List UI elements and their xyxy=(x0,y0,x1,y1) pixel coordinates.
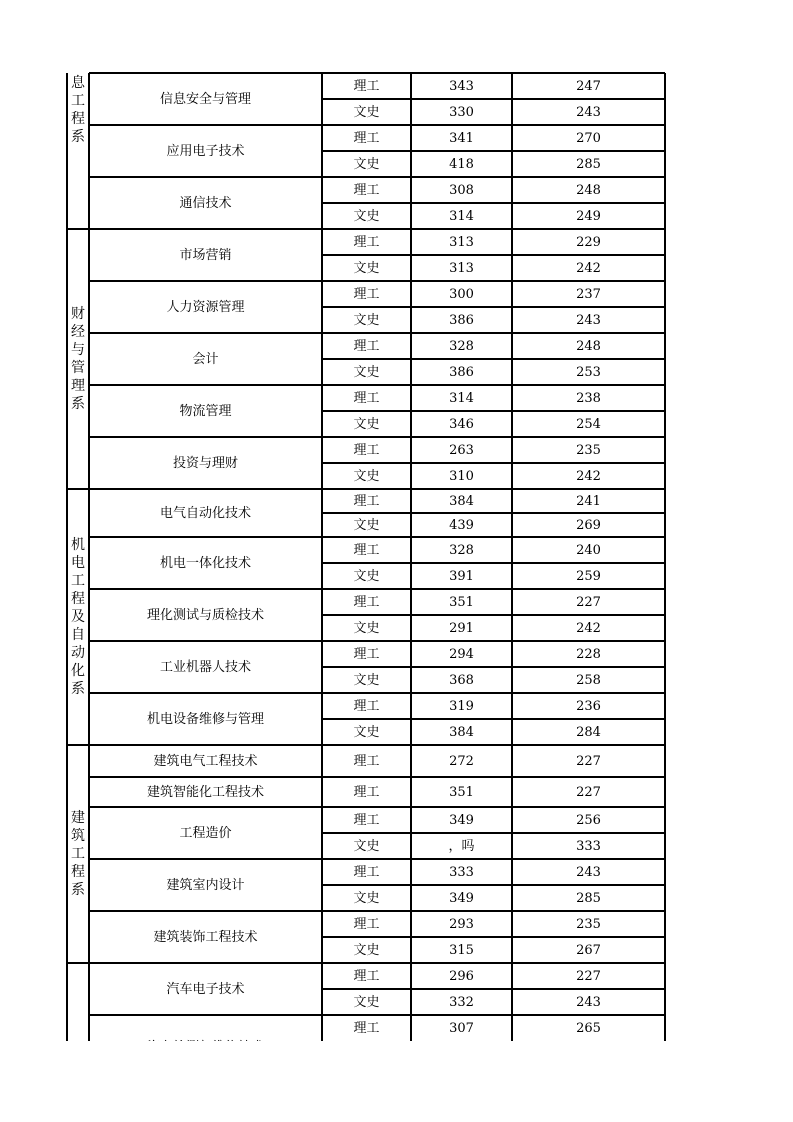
table-rule xyxy=(322,488,665,490)
subject-type-cell: 文史 xyxy=(353,208,380,224)
table-rule xyxy=(322,988,665,990)
table-rule xyxy=(89,280,322,282)
max-score-cell: 328 xyxy=(449,542,474,558)
subject-type-cell: 理工 xyxy=(353,968,380,984)
max-score-cell: 272 xyxy=(449,753,474,769)
department-char: 工 xyxy=(71,573,85,589)
table-rule xyxy=(322,228,665,230)
department-cell xyxy=(67,489,89,745)
subject-type-cell: 理工 xyxy=(353,916,380,932)
table-rule xyxy=(88,73,90,1041)
major-name: 应用电子技术 xyxy=(166,143,245,159)
subject-type-cell: 文史 xyxy=(353,724,380,740)
table-rule xyxy=(89,744,322,746)
table-rule xyxy=(89,692,322,694)
min-score-cell: 267 xyxy=(576,942,601,958)
subject-type-cell: 文史 xyxy=(353,942,380,958)
min-score-cell: 270 xyxy=(576,130,601,146)
max-score-cell: 319 xyxy=(449,698,474,714)
max-score-cell: 328 xyxy=(449,338,474,354)
min-score-cell: 243 xyxy=(576,312,601,328)
subject-type-cell: 理工 xyxy=(353,542,380,558)
table-rule xyxy=(322,806,665,808)
min-score-cell: 238 xyxy=(576,390,601,406)
department-char: 自 xyxy=(71,627,85,643)
max-score-cell: 343 xyxy=(449,78,474,94)
department-char: 程 xyxy=(71,591,85,607)
major-name: 建筑装饰工程技术 xyxy=(153,929,258,945)
major-name: 会计 xyxy=(192,351,219,367)
table-rule xyxy=(89,962,322,964)
major-name: 建筑电气工程技术 xyxy=(153,753,258,769)
table-rule xyxy=(322,410,665,412)
department-char: 系 xyxy=(71,396,85,412)
min-score-cell: 259 xyxy=(576,568,601,584)
table-rule xyxy=(322,614,665,616)
subject-type-cell: 文史 xyxy=(353,994,380,1010)
subject-type-cell: 文史 xyxy=(353,156,380,172)
min-score-cell: 285 xyxy=(576,890,601,906)
table-rule xyxy=(322,98,665,100)
table-rule xyxy=(410,73,412,1041)
department-char: 化 xyxy=(71,663,85,679)
max-score-cell: 386 xyxy=(449,312,474,328)
department-cell xyxy=(67,73,89,229)
subject-type-cell: 理工 xyxy=(353,78,380,94)
min-score-cell: 265 xyxy=(576,1020,601,1036)
major-name: 建筑室内设计 xyxy=(166,877,245,893)
department-char: 电 xyxy=(71,555,85,571)
max-score-cell: 294 xyxy=(449,646,474,662)
table-rule xyxy=(322,936,665,938)
min-score-cell: 237 xyxy=(576,286,601,302)
max-score-cell: 349 xyxy=(449,890,474,906)
table-rule xyxy=(89,72,665,74)
table-rule xyxy=(322,640,665,642)
max-score-cell: 346 xyxy=(449,416,474,432)
table-rule xyxy=(322,910,665,912)
max-score-cell: 349 xyxy=(449,812,474,828)
table-rule xyxy=(89,436,322,438)
min-score-cell: 242 xyxy=(576,620,601,636)
max-score-cell: 332 xyxy=(449,994,474,1010)
major-name: 市场营销 xyxy=(179,247,232,263)
department-char: 建 xyxy=(71,810,85,826)
major-name: 理化测试与质检技术 xyxy=(146,607,264,623)
table-rule xyxy=(322,858,665,860)
table-rule xyxy=(322,832,665,834)
table-rule xyxy=(322,254,665,256)
table-rule xyxy=(89,910,322,912)
table-rule xyxy=(322,884,665,886)
subject-type-cell: 理工 xyxy=(353,784,380,800)
min-score-cell: 249 xyxy=(576,208,601,224)
major-name: 信息安全与管理 xyxy=(159,91,251,107)
min-score-cell: 248 xyxy=(576,182,601,198)
subject-type-cell: 文史 xyxy=(353,416,380,432)
table-rule xyxy=(89,588,322,590)
department-cell xyxy=(67,745,89,963)
department-char: 与 xyxy=(71,342,85,358)
subject-type-cell: 理工 xyxy=(353,1020,380,1036)
table-rule xyxy=(511,73,513,1041)
subject-type-cell: 理工 xyxy=(353,130,380,146)
max-score-cell: 296 xyxy=(449,968,474,984)
department-char: 系 xyxy=(71,882,85,898)
table-rule xyxy=(322,462,665,464)
table-rule xyxy=(89,176,322,178)
subject-type-cell: 理工 xyxy=(353,286,380,302)
min-score-cell: 227 xyxy=(576,594,601,610)
max-score-cell: 368 xyxy=(449,672,474,688)
subject-type-cell: 理工 xyxy=(353,812,380,828)
max-score-cell: 313 xyxy=(449,234,474,250)
subject-type-cell: 文史 xyxy=(353,468,380,484)
subject-type-cell: 文史 xyxy=(353,364,380,380)
table-rule xyxy=(322,744,665,746)
table-rule xyxy=(89,806,322,808)
department-char: 程 xyxy=(71,111,85,127)
max-score-cell: 314 xyxy=(449,208,474,224)
table-rule xyxy=(66,73,68,1041)
max-score-cell: 351 xyxy=(449,594,474,610)
major-name: 通信技术 xyxy=(179,195,232,211)
table-rule xyxy=(89,124,322,126)
major-name: 建筑智能化工程技术 xyxy=(146,784,264,800)
subject-type-cell: 理工 xyxy=(353,234,380,250)
subject-type-cell: 理工 xyxy=(353,864,380,880)
table-rule xyxy=(67,228,89,230)
min-score-cell: 269 xyxy=(576,517,601,533)
min-score-cell: 227 xyxy=(576,784,601,800)
subject-type-cell: 理工 xyxy=(353,338,380,354)
max-score-cell: 313 xyxy=(449,260,474,276)
table-rule xyxy=(89,858,322,860)
subject-type-cell: 文史 xyxy=(353,517,380,533)
max-score-cell: 308 xyxy=(449,182,474,198)
max-score-cell: 384 xyxy=(449,493,474,509)
table-rule xyxy=(322,718,665,720)
subject-type-cell: 理工 xyxy=(353,594,380,610)
major-name: 投资与理财 xyxy=(172,455,238,471)
max-score-cell: 439 xyxy=(449,517,474,533)
department-char: 及 xyxy=(71,609,85,625)
major-name: 工业机器人技术 xyxy=(159,659,251,675)
min-score-cell: 228 xyxy=(576,646,601,662)
table-rule xyxy=(89,776,322,778)
table-rule xyxy=(322,692,665,694)
max-score-cell: 341 xyxy=(449,130,474,146)
table-rule xyxy=(322,436,665,438)
subject-type-cell: 文史 xyxy=(353,260,380,276)
min-score-cell: 242 xyxy=(576,260,601,276)
min-score-cell: 241 xyxy=(576,493,601,509)
min-score-cell: 333 xyxy=(576,838,601,854)
table-rule xyxy=(322,280,665,282)
max-score-cell: 263 xyxy=(449,442,474,458)
major-name xyxy=(89,1015,322,1041)
table-rule xyxy=(322,332,665,334)
table-rule xyxy=(322,536,665,538)
table-rule xyxy=(322,666,665,668)
min-score-cell: 240 xyxy=(576,542,601,558)
department-cell xyxy=(67,229,89,489)
table-rule xyxy=(321,73,323,1041)
subject-type-cell: 文史 xyxy=(353,312,380,328)
min-score-cell: 236 xyxy=(576,698,601,714)
table-rule xyxy=(322,306,665,308)
table-rule xyxy=(89,640,322,642)
table-rule xyxy=(322,562,665,564)
major-name: 电气自动化技术 xyxy=(159,505,251,521)
min-score-cell: 227 xyxy=(576,968,601,984)
major-name: 人力资源管理 xyxy=(166,299,245,315)
department-char: 系 xyxy=(71,681,85,697)
min-score-cell: 254 xyxy=(576,416,601,432)
major-name: 机电设备维修与管理 xyxy=(146,711,264,727)
max-score-cell: 314 xyxy=(449,390,474,406)
subject-type-cell: 理工 xyxy=(353,182,380,198)
department-char: 动 xyxy=(71,645,85,661)
min-score-cell: 258 xyxy=(576,672,601,688)
department-char: 工 xyxy=(71,846,85,862)
max-score-cell: 307 xyxy=(449,1020,474,1036)
subject-type-cell: 理工 xyxy=(353,442,380,458)
table-rule xyxy=(67,488,89,490)
department-char: 经 xyxy=(71,324,85,340)
max-score-cell: 384 xyxy=(449,724,474,740)
subject-type-cell: 理工 xyxy=(353,646,380,662)
max-score-cell: 291 xyxy=(449,620,474,636)
table-rule xyxy=(322,124,665,126)
table-rule xyxy=(89,488,322,490)
table-rule xyxy=(322,588,665,590)
table-rule xyxy=(664,73,666,1041)
subject-type-cell: 文史 xyxy=(353,838,380,854)
table-rule xyxy=(322,150,665,152)
table-rule xyxy=(89,228,322,230)
min-score-cell: 229 xyxy=(576,234,601,250)
department-char: 管 xyxy=(71,360,85,376)
department-char: 系 xyxy=(71,129,85,145)
page-bottom-margin xyxy=(0,1041,793,1122)
max-score-cell: 386 xyxy=(449,364,474,380)
major-name: 汽车电子技术 xyxy=(166,981,245,997)
department-char: 工 xyxy=(71,93,85,109)
table-rule xyxy=(322,358,665,360)
table-rule xyxy=(322,776,665,778)
min-score-cell: 242 xyxy=(576,468,601,484)
min-score-cell: 243 xyxy=(576,994,601,1010)
department-char: 财 xyxy=(71,306,85,322)
subject-type-cell: 文史 xyxy=(353,890,380,906)
subject-type-cell: 文史 xyxy=(353,620,380,636)
max-score-cell: 300 xyxy=(449,286,474,302)
table-rule xyxy=(322,384,665,386)
table-rule xyxy=(89,332,322,334)
min-score-cell: 227 xyxy=(576,753,601,769)
department-char: 程 xyxy=(71,864,85,880)
table-rule xyxy=(89,384,322,386)
table-rule xyxy=(67,962,89,964)
department-char: 筑 xyxy=(71,828,85,844)
min-score-cell: 235 xyxy=(576,442,601,458)
min-score-cell: 247 xyxy=(576,78,601,94)
max-score-cell: 333 xyxy=(449,864,474,880)
max-score-cell: 310 xyxy=(449,468,474,484)
subject-type-cell: 文史 xyxy=(353,568,380,584)
min-score-cell: 253 xyxy=(576,364,601,380)
table-rule xyxy=(89,1014,322,1016)
subject-type-cell: 理工 xyxy=(353,390,380,406)
min-score-cell: 243 xyxy=(576,104,601,120)
min-score-cell: 285 xyxy=(576,156,601,172)
max-score-cell: 293 xyxy=(449,916,474,932)
table-rule xyxy=(322,202,665,204)
max-score-cell: 351 xyxy=(449,784,474,800)
min-score-cell: 243 xyxy=(576,864,601,880)
department-char: 理 xyxy=(71,378,85,394)
table-rule xyxy=(322,176,665,178)
min-score-cell: 256 xyxy=(576,812,601,828)
major-name: 工程造价 xyxy=(179,825,232,841)
max-score-cell: 315 xyxy=(449,942,474,958)
min-score-cell: 235 xyxy=(576,916,601,932)
table-rule xyxy=(322,512,665,514)
min-score-cell: 284 xyxy=(576,724,601,740)
max-score-cell: ，吗 xyxy=(448,838,475,854)
subject-type-cell: 理工 xyxy=(353,698,380,714)
subject-type-cell: 理工 xyxy=(353,753,380,769)
table-rule xyxy=(67,744,89,746)
major-name: 物流管理 xyxy=(179,403,232,419)
subject-type-cell: 文史 xyxy=(353,672,380,688)
max-score-cell: 391 xyxy=(449,568,474,584)
max-score-cell: 330 xyxy=(449,104,474,120)
table-rule xyxy=(322,962,665,964)
department-cell xyxy=(67,963,89,1041)
subject-type-cell: 文史 xyxy=(353,104,380,120)
max-score-cell: 418 xyxy=(449,156,474,172)
table-rule xyxy=(322,1014,665,1016)
min-score-cell: 248 xyxy=(576,338,601,354)
major-name: 机电一体化技术 xyxy=(159,555,251,571)
department-char: 息 xyxy=(71,75,85,91)
subject-type-cell: 理工 xyxy=(353,493,380,509)
department-char: 机 xyxy=(71,537,85,553)
table-rule xyxy=(89,536,322,538)
